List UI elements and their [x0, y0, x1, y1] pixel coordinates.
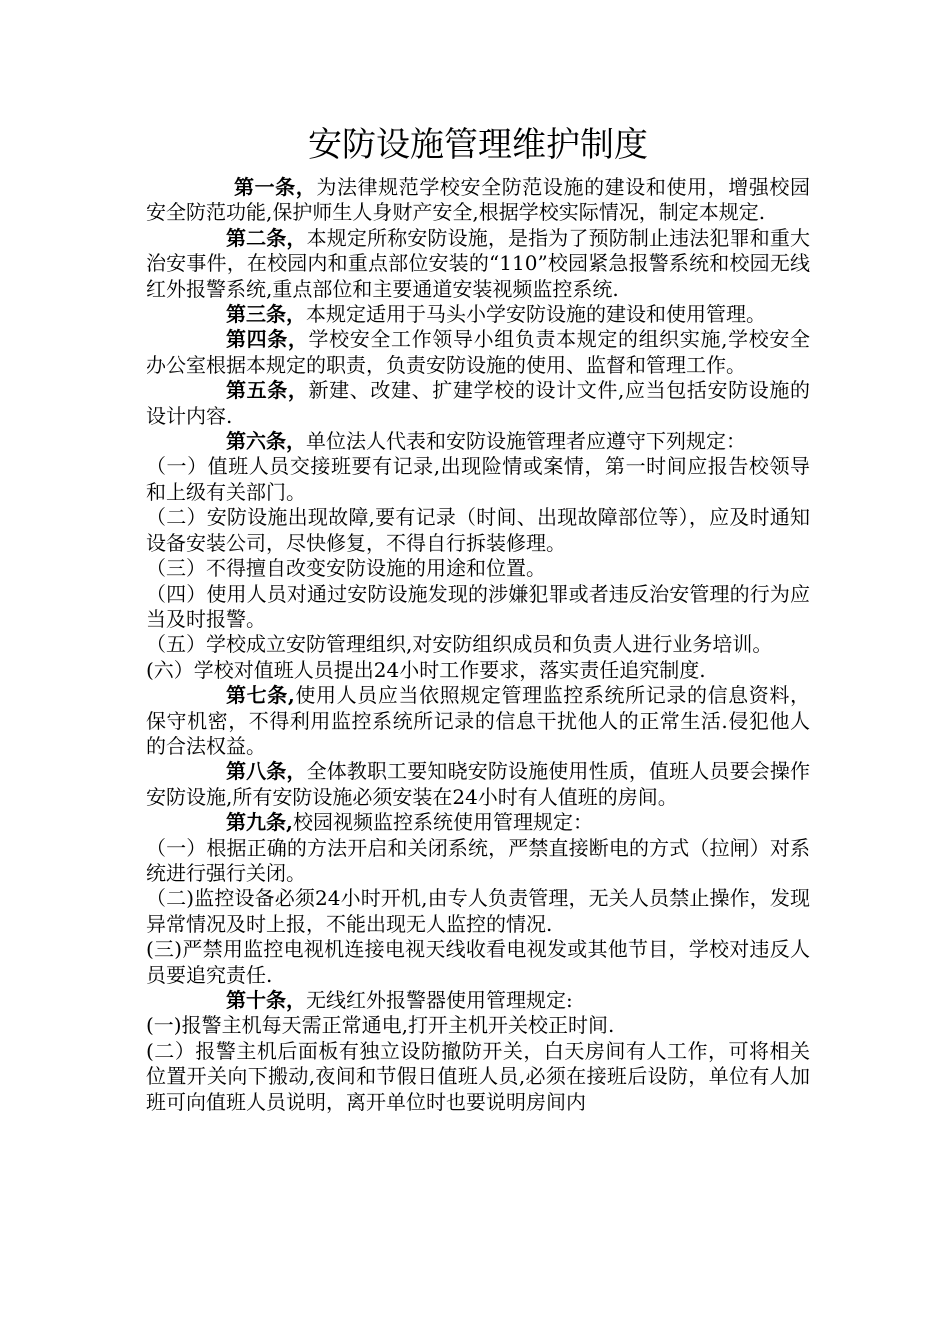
article-10-lead: 第十条， [226, 988, 306, 1012]
article-6-item: （三）不得擅自改变安防设施的用途和位置。 [146, 556, 546, 581]
article-2-lead: 第二条， [226, 225, 307, 250]
article-5-text: 新建、改建、扩建学校的设计文件,应当包括安防设施的设计内容. [146, 378, 811, 428]
article-8-lead: 第八条， [226, 759, 307, 784]
article-7-lead: 第七条, [226, 683, 295, 708]
article-9-item: (三)严禁用监控电视机连接电视天线收看电视发或其他节目，学校对违反人员要追究责任. [146, 937, 810, 987]
article-2 [146, 226, 810, 302]
article-6-item: （一）值班人员交接班要有记录,出现险情或案情，第一时间应报告校领导和上级有关部门。 [146, 454, 810, 504]
article-7 [146, 683, 810, 759]
article-2-text: 本规定所称安防设施，是指为了预防制止违法犯罪和重大治安事件，在校园内和重点部位安装的“110”校园紧急报警系统和校园无线红外报警系统,重点部位和主要通道安装视频监控系统. [146, 225, 811, 301]
article-10 [146, 988, 810, 1013]
article-1-lead: 第一条， [234, 175, 317, 199]
article-8-text: 全体教职工要知晓安防设施使用性质，值班人员要会操作安防设施,所有安防设施必须安装在24小时有人值班的房间。 [146, 759, 811, 809]
article-6 [146, 429, 810, 454]
article-3 [146, 302, 810, 327]
article-4-text: 学校安全工作领导小组负责本规定的组织实施,学校安全办公室根据本规定的职责，负责安防设施的使用、监督和管理工作。 [146, 327, 811, 377]
document-page [146, 125, 810, 1115]
article-9-lead: 第九条, [226, 810, 293, 835]
article-3-text: 本规定适用于马头小学安防设施的建设和使用管理。 [306, 302, 766, 327]
article-6-item: （五）学校成立安防管理组织,对安防组织成员和负责人进行业务培训。 [146, 632, 773, 657]
article-9-text: 校园视频监控系统使用管理规定： [292, 810, 593, 835]
article-3-lead: 第三条， [226, 302, 306, 327]
article-1-text: 为法律规范学校安全防范设施的建设和使用，增强校园安全防范功能,保护师生人身财产安全,根据学校实际情况，制定本规定. [146, 175, 811, 225]
article-6-item: （四）使用人员对通过安防设施发现的涉嫌犯罪或者违反治安管理的行为应当及时报警。 [146, 581, 810, 631]
article-10-item: (一)报警主机每天需正常通电,打开主机开关校正时间. [146, 1013, 615, 1038]
article-4-lead: 第四条， [226, 327, 309, 352]
article-8 [146, 759, 810, 810]
article-5-lead: 第五条， [226, 378, 309, 403]
article-6-lead: 第六条， [226, 429, 306, 454]
article-10-text: 无线红外报警器使用管理规定: [306, 988, 573, 1012]
article-9 [146, 810, 810, 835]
article-4 [146, 327, 810, 378]
article-6-text: 单位法人代表和安防设施管理者应遵守下列规定： [306, 429, 746, 454]
article-10-item: (二）报警主机后面板有独立设防撤防开关，白天房间有人工作，可将相关位置开关向下搬动,夜间和节假日值班人员,必须在接班后设防，单位有人加班可向值班人员说明，离开单位时也要说明房间内 [146, 1038, 810, 1114]
article-1 [146, 175, 810, 226]
document-title: 安防设施管理维护制度 [308, 125, 648, 165]
article-6-item: (六）学校对值班人员提出24小时工作要求，落实责任追究制度. [146, 657, 706, 682]
article-9-item: （一）根据正确的方法开启和关闭系统，严禁直接断电的方式（拉闸）对系统进行强行关闭。 [146, 835, 810, 885]
article-9-item: （二)监控设备必须24小时开机,由专人负责管理，无关人员禁止操作，发现异常情况及时上报，不能出现无人监控的情况. [146, 886, 810, 936]
article-7-text: 使用人员应当依照规定管理监控系统所记录的信息资料，保守机密，不得利用监控系统所记录的信息干扰他人的正常生活.侵犯他人的合法权益。 [146, 683, 811, 758]
article-6-item: （二）安防设施出现故障,要有记录（时间、出现故障部位等），应及时通知设备安装公司，尽快修复，不得自行拆装修理。 [146, 505, 810, 555]
article-5 [146, 378, 810, 429]
